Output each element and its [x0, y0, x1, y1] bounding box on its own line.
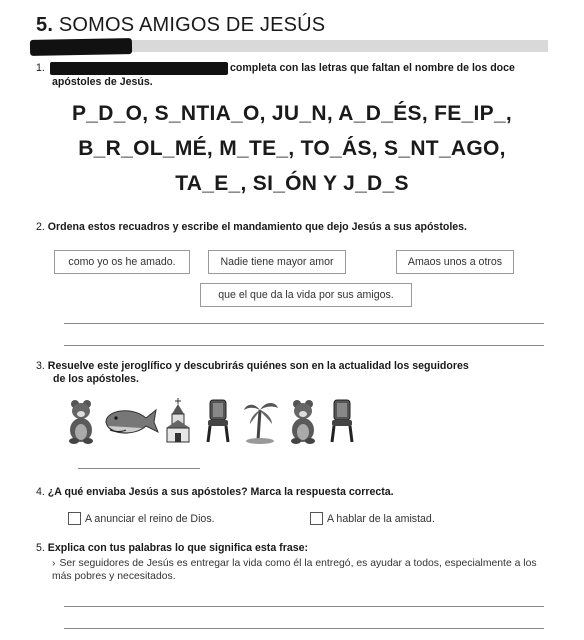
- option-label: A anunciar el reino de Dios.: [85, 512, 215, 525]
- question-4: [36, 486, 394, 499]
- section-title: [36, 14, 325, 37]
- option-label: A hablar de la amistad.: [327, 512, 435, 525]
- apostles-line-1: P_D_O, S_NTIA_O, JU_N, A_D_ÉS, FE_IP_,: [71, 102, 513, 125]
- option-announce-kingdom[interactable]: [68, 512, 215, 525]
- checkbox[interactable]: [68, 512, 81, 525]
- question-2: [36, 221, 467, 234]
- answer-line[interactable]: [78, 468, 200, 469]
- question-1-number: 1.: [36, 62, 45, 74]
- question-3-number: 3.: [36, 360, 45, 372]
- question-4-text: ¿A qué enviaba Jesús a sus apóstoles? Marca la respuesta correcta.: [47, 486, 394, 498]
- question-2-text: Ordena estos recuadros y escribe el mandamiento que dejo Jesús a sus apóstoles.: [47, 221, 467, 233]
- question-4-number: 4.: [36, 486, 45, 498]
- apostles-line-3: TA_E_, SI_ÓN Y J_D_S: [175, 172, 409, 195]
- question-3-text-cont: de los apóstoles.: [53, 373, 139, 385]
- answer-line[interactable]: [64, 323, 544, 324]
- section-title-text: SOMOS AMIGOS DE JESÚS: [58, 14, 326, 36]
- word-box[interactable]: que el que da la vida por sus amigos.: [200, 283, 412, 307]
- answer-line[interactable]: [64, 606, 544, 607]
- rebus-puzzle: [66, 398, 366, 446]
- question-5-number: 5.: [36, 542, 45, 554]
- whale-icon: [102, 404, 160, 440]
- question-5-text: Explica con tus palabras lo que significa esta frase:: [47, 542, 309, 554]
- apostles-line-2: B_R_OL_MÉ, M_TE_, TO_ÁS, S_NT_AGO,: [78, 137, 506, 160]
- chair-icon: [328, 398, 356, 444]
- redaction-bar: [30, 38, 132, 56]
- word-box[interactable]: Amaos unos a otros: [396, 250, 514, 274]
- bear-icon: [288, 398, 318, 444]
- question-3: [36, 360, 556, 386]
- answer-line[interactable]: [64, 628, 544, 629]
- option-talk-friendship[interactable]: [310, 512, 435, 525]
- bullet: ›: [52, 558, 56, 569]
- question-3-text: Resuelve este jeroglífico y descubrirás quiénes son en la actualidad los seguidores: [47, 360, 469, 372]
- question-5: [36, 542, 308, 555]
- palm-tree-icon: [244, 398, 278, 444]
- quote-text: [52, 557, 552, 583]
- chair-icon: [204, 398, 232, 444]
- redaction-bar: [50, 62, 228, 75]
- question-1-text: completa con las letras que faltan el nombre de los doce: [230, 62, 515, 74]
- answer-line[interactable]: [64, 345, 544, 346]
- question-2-number: 2.: [36, 221, 45, 233]
- word-box[interactable]: Nadie tiene mayor amor: [208, 250, 346, 274]
- question-1-text-cont: apóstoles de Jesús.: [52, 76, 153, 88]
- word-box[interactable]: como yo os he amado.: [54, 250, 190, 274]
- checkbox[interactable]: [310, 512, 323, 525]
- quote: Ser seguidores de Jesús es entregar la vida como él la entregó, es ayudar a todos, especialmente a los más pobres y necesitados.: [52, 558, 537, 582]
- church-icon: [164, 398, 192, 444]
- bear-icon: [66, 398, 96, 444]
- section-number: 5.: [36, 14, 54, 36]
